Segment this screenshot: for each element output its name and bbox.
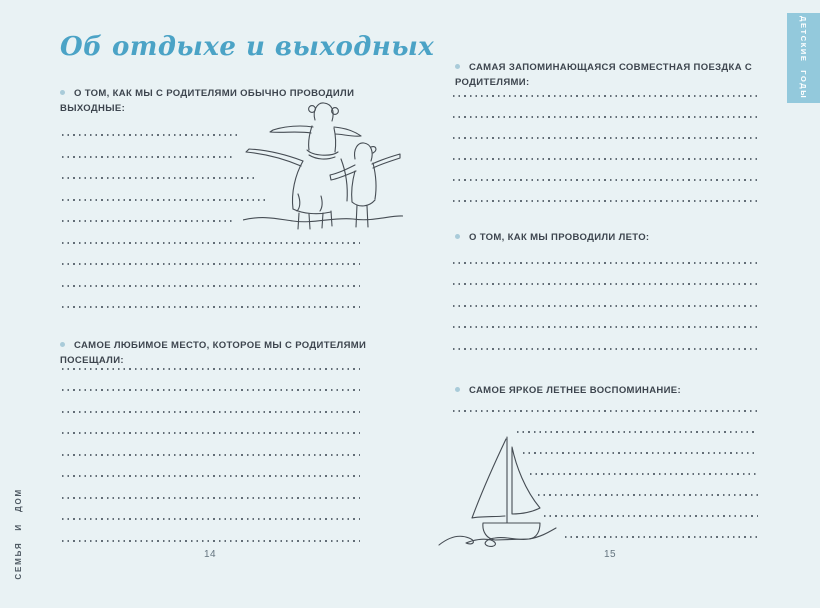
prompt-memorable-trip-label: САМАЯ ЗАПОМИНАЮЩАЯСЯ СОВМЕСТНАЯ ПОЕЗДКА С РОДИТЕЛЯМИ: — [455, 62, 753, 88]
chapter-tab-label: ДЕТСКИЕ ГОДЫ — [799, 16, 808, 100]
dotted-writing-line — [62, 156, 232, 158]
dotted-writing-line — [62, 306, 360, 308]
spine-label — [10, 478, 26, 590]
dotted-writing-line — [538, 494, 758, 496]
prompt-summer — [455, 230, 785, 245]
dotted-writing-line — [453, 158, 758, 160]
chapter-tab[interactable] — [787, 13, 820, 103]
dotted-writing-line — [453, 283, 758, 285]
dotted-writing-line — [62, 263, 360, 265]
bullet-dot-icon — [455, 234, 460, 239]
spine-label-text: СЕМЬЯ И ДОМ — [13, 488, 23, 580]
dotted-writing-line — [62, 497, 360, 499]
dotted-writing-line — [62, 177, 258, 179]
dotted-writing-line — [62, 389, 360, 391]
page-number-right: 15 — [603, 549, 617, 560]
dotted-writing-line — [453, 179, 758, 181]
prompt-favorite-place-label: САМОЕ ЛЮБИМОЕ МЕСТО, КОТОРОЕ МЫ С РОДИТЕЛЯМИ ПОСЕЩАЛИ: — [60, 340, 367, 366]
family-illustration — [243, 97, 403, 233]
dotted-writing-line — [62, 518, 360, 520]
dotted-writing-line — [453, 305, 758, 307]
dotted-writing-line — [565, 536, 758, 538]
prompt-favorite-place — [60, 338, 400, 368]
dotted-writing-line — [62, 134, 237, 136]
bullet-dot-icon — [60, 342, 65, 347]
prompt-summer-memory — [455, 383, 785, 398]
dotted-writing-line — [453, 262, 758, 264]
dotted-writing-line — [544, 515, 758, 517]
dotted-writing-line — [453, 137, 758, 139]
bullet-dot-icon — [60, 90, 65, 95]
dotted-writing-line — [453, 95, 758, 97]
dotted-writing-line — [62, 411, 360, 413]
dotted-writing-line — [62, 432, 360, 434]
dotted-writing-line — [453, 200, 758, 202]
dotted-writing-line — [62, 199, 268, 201]
prompt-memorable-trip — [455, 60, 785, 90]
dotted-writing-line — [453, 326, 758, 328]
dotted-writing-line — [62, 242, 360, 244]
dotted-writing-line — [62, 540, 360, 542]
sailboat-illustration — [437, 428, 567, 552]
dotted-writing-line — [62, 220, 233, 222]
prompt-weekends-label: О ТОМ, КАК МЫ С РОДИТЕЛЯМИ ОБЫЧНО ПРОВОДИЛИ ВЫХОДНЫЕ: — [60, 88, 355, 114]
dotted-writing-line — [453, 116, 758, 118]
page-title: Об отдыхе и выходных — [60, 32, 435, 62]
prompt-summer-memory-label: САМОЕ ЯРКОЕ ЛЕТНЕЕ ВОСПОМИНАНИЕ: — [469, 385, 682, 396]
bullet-dot-icon — [455, 387, 460, 392]
dotted-writing-line — [62, 475, 360, 477]
dotted-writing-line — [453, 348, 758, 350]
dotted-writing-line — [453, 410, 758, 412]
dotted-writing-line — [62, 368, 360, 370]
dotted-writing-line — [62, 454, 360, 456]
prompt-summer-label: О ТОМ, КАК МЫ ПРОВОДИЛИ ЛЕТО: — [469, 232, 650, 243]
dotted-writing-line — [62, 285, 360, 287]
bullet-dot-icon — [455, 64, 460, 69]
page-number-left: 14 — [203, 549, 217, 560]
